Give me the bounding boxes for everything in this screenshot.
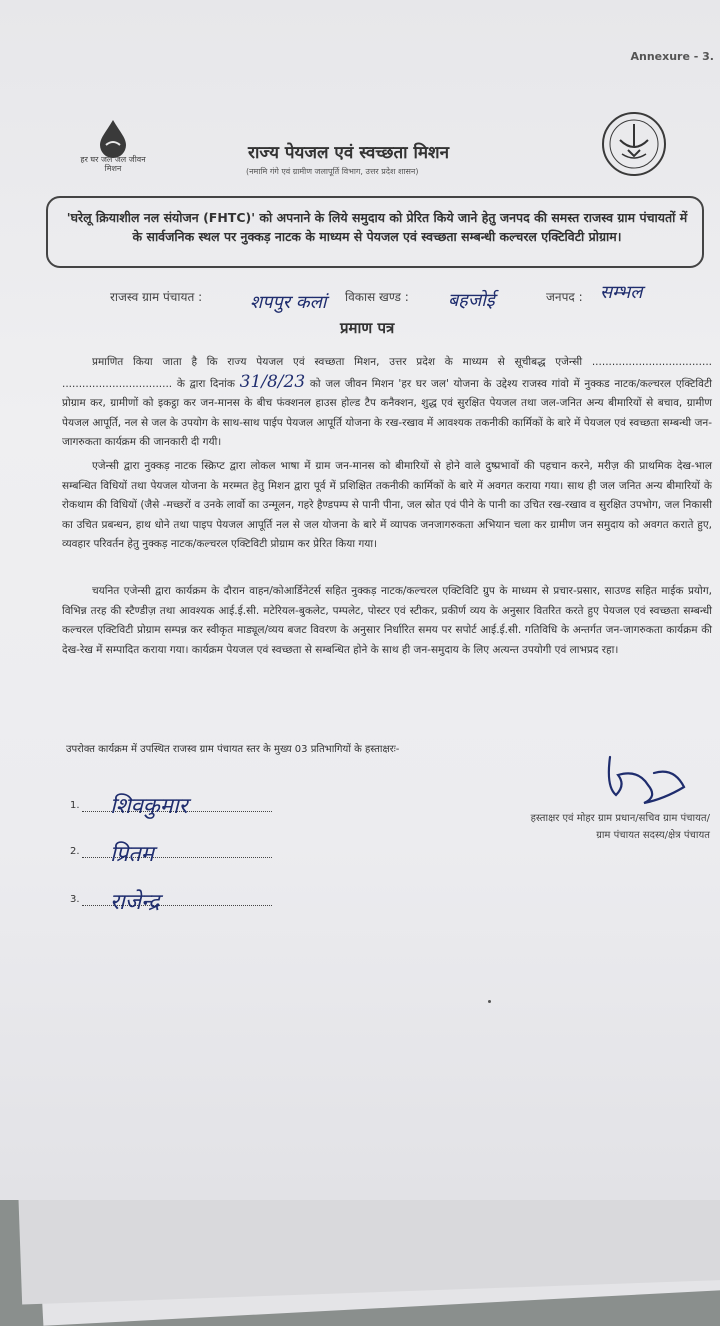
signatory-number: 1. bbox=[70, 800, 80, 811]
village-value: शपपुर कलां bbox=[250, 292, 327, 313]
paragraph-1-part-b: ................................. के द्वारा दिनांक bbox=[62, 377, 235, 390]
mission-title: राज्य पेयजल एवं स्वच्छता मिशन bbox=[248, 143, 450, 163]
village-label: राजस्व ग्राम पंचायत : bbox=[110, 290, 203, 304]
district-label: जनपद : bbox=[546, 290, 583, 304]
signatory-name: शिवकुमार bbox=[110, 794, 188, 819]
program-date: 31/8/23 bbox=[239, 371, 306, 392]
mission-subtitle: (नमामि गंगे एवं ग्रामीण जलापूर्ति विभाग, उत्तर प्रदेश शासन) bbox=[246, 167, 419, 176]
paragraph-1-part-a: प्रमाणित किया जाता है कि राज्य पेयजल एवं स्वच्छता मिशन, उत्तर प्रदेश के माध्यम से सूचीबद्ध एजेन्सी .................................... bbox=[92, 356, 712, 368]
paper-mark bbox=[488, 1000, 491, 1003]
logo-left-caption: हर घर जल जल जीवन मिशन bbox=[80, 155, 146, 173]
har-ghar-jal-logo-icon bbox=[92, 118, 134, 160]
paragraph-1-part-c: को जल जीवन मिशन 'हर घर जल' योजना के उद्देश्य राजस्व गांवो में नुक्कड नाटक/कल्चरल एक्टिविटी प्रोग्राम कर, ग्रामीणों को इकट्ठा कर जन-मानस के बीच फंक्शनल हाउस होल्ड टैप कनैक्शन, शुद्ध एवं सुरक्षित पेयजल तथा जल-जनित अन्य बीमारियों से बचाव, ग्रामीण पेयजल आपूर्ति, नल से जल के उपयोग के साथ-साथ पाईप पेयजल आपूर्ति योजना के रख-रखाव में आवश्यक तकनीकी कार्मिकों के बारे में पेयजल एवं स्वच्छता सम्बन्धी जन-जागरुकता कार्यक्रम की जानकारी दी गयी। bbox=[62, 377, 712, 448]
paragraph-1 bbox=[62, 353, 712, 453]
signatory-number: 3. bbox=[70, 894, 80, 905]
signatories-intro: उपरोक्त कार्यक्रम में उपस्थित राजस्व ग्राम पंचायत स्तर के मुख्य 03 प्रतिभागियों के हस्ताक्षरः- bbox=[66, 744, 400, 755]
paragraph-2-text: एजेन्सी द्वारा नुक्कड़ नाटक स्क्रिप्ट द्वारा लोकल भाषा में ग्राम जन-मानस को बीमारियों से होने वाले दुष्प्रभावों की पहचान करने, मरीज़ की प्राथमिक देख-भाल सम्बन्धित विधियों तथा पेयजल योजना के मरम्मत हेतु मिशन द्वारा पूर्व में प्रशिक्षित तकनीकी कार्मिकों के बारे में अवगत कराया गया। साथ ही जल जनित अन्य बीमारियों के रोकथाम की विधियों (जैसे -मच्छरों व उनके लार्वो का उन्मूलन, गहरे हैण्डपम्प से पानी पीना, जल स्रोत एवं पीने के पानी का उचित रख-रखाव व सुरक्षित उपभोग, जल निकासी का उचित प्रबन्धन, हाथ धोने तथा पाइप पेयजल आपूर्ति नल से जल योजना के बारे में व्यापक जनजागरुकता अभियान चला कर ग्रामीण जन समुदाय को अवगत कराते हुए, व्यवहार परिवर्तन हेतु नुक्कड़ नाटक/कल्चरल एक्टिविटी प्रोग्राम कर प्रेरित किया गया। bbox=[62, 460, 712, 550]
paragraph-3-text: चयनित एजेन्सी द्वारा कार्यक्रम के दौरान वाहन/कोआर्डिनेटर्स सहित नुक्कड़ नाटक/कल्चरल एक्टिविटि ग्रुप के माध्यम से प्रचार-प्रसार, साउण्ड सहित माईक प्रयोग, विभिन्न तरह की स्टैण्डीज़ तथा आवश्यक आई.ई.सी. मटेरियल-बुकलेट, पम्पलेट, पोस्टर एवं स्टीकर, प्रकीर्ण व्यय के अनुसार वितरित करते हुए पेयजल एवं स्वच्छता सम्बन्धी कल्चरल एक्टिविटी प्रोग्राम सम्पन्न कर स्वीकृत माड्यूल/व्यय बजट विवरण के अनुसार निर्धारित समय पर सपोर्ट आई.ई.सी. गतिविधि के अन्तर्गत जन-जागरुकता कार्यक्रम की देख-रेख में सम्पादित कराया गया। कार्यक्रम पेयजल एवं स्वच्छता से सम्बन्धित होने के साथ ही जन-समुदाय के लिए अत्यन्त उपयोगी एवं लाभप्रद रहा। bbox=[62, 585, 712, 656]
block-value: बहजोई bbox=[448, 290, 495, 311]
up-government-emblem-icon bbox=[600, 110, 668, 178]
signatory-number: 2. bbox=[70, 846, 80, 857]
pradhan-signature-icon bbox=[590, 752, 690, 812]
district-value: सम्भल bbox=[600, 282, 643, 303]
signatory-name: राजेन्द्र bbox=[110, 890, 160, 915]
signature-caption: हस्ताक्षर एवं मोहर ग्राम प्रधान/सचिव ग्राम पंचायत/ ग्राम पंचायत सदस्य/क्षेत्र पंचायत bbox=[530, 813, 710, 841]
annexure-label: Annexure - 3. bbox=[630, 50, 714, 63]
signatory-name: प्रितम bbox=[110, 842, 154, 867]
paragraph-3 bbox=[62, 582, 712, 660]
block-label: विकास खण्ड : bbox=[345, 290, 409, 304]
paragraph-2 bbox=[62, 457, 712, 555]
certificate-title: प्रमाण पत्र bbox=[340, 319, 395, 337]
program-title: 'घरेलू क्रियाशील नल संयोजन (FHTC)' को अपनाने के लिये समुदाय को प्रेरित किये जाने हेतु जनपद की समस्त राजस्व ग्राम पंचायतों में के सार्वजनिक स्थल पर नुक्कड़ नाटक के माध्यम से पेयजल एवं स्वच्छता सम्बन्धी कल्चरल एक्टिविटी प्रोग्राम। bbox=[66, 210, 688, 244]
